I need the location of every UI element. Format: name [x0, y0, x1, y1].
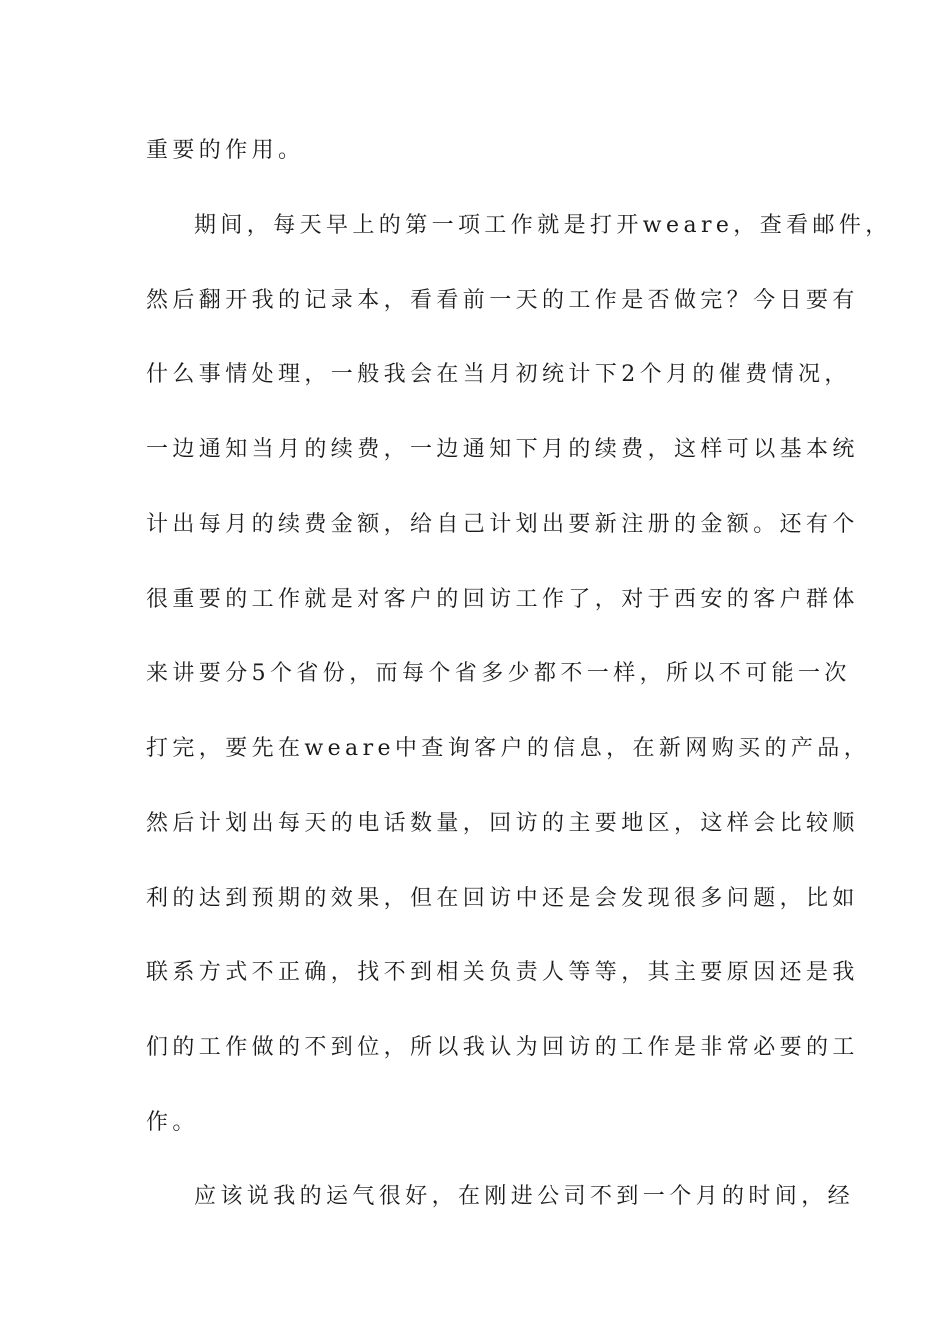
text-line: 什么事情处理，一般我会在当月初统计下2个月的催费情况， [146, 362, 851, 387]
text-line: 作。 [146, 1110, 199, 1135]
text-line: 打完，要先在weare中查询客户的信息，在新网购买的产品， [146, 736, 871, 761]
text-line: 一边通知当月的续费，一边通知下月的续费，这样可以基本统 [146, 437, 859, 462]
text-line: 联系方式不正确，找不到相关负责人等等，其主要原因还是我 [146, 960, 859, 985]
paragraph-first-line: 期间，每天早上的第一项工作就是打开weare，查看邮件， [194, 213, 892, 238]
text-line: 然后计划出每天的电话数量，回访的主要地区，这样会比较顺 [146, 811, 859, 836]
text-line: 然后翻开我的记录本，看看前一天的工作是否做完？今日要有 [146, 288, 859, 313]
paragraph-first-line: 应该说我的运气很好，在刚进公司不到一个月的时间，经 [194, 1184, 855, 1209]
text-line: 利的达到预期的效果，但在回访中还是会发现很多问题，比如 [146, 886, 859, 911]
text-line: 们的工作做的不到位，所以我认为回访的工作是非常必要的工 [146, 1035, 859, 1060]
text-line: 很重要的工作就是对客户的回访工作了，对于西安的客户群体 [146, 587, 859, 612]
text-line: 计出每月的续费金额，给自己计划出要新注册的金额。还有个 [146, 512, 859, 537]
text-line: 重要的作用。 [146, 138, 305, 163]
text-line: 来讲要分5个省份，而每个省多少都不一样，所以不可能一次 [146, 661, 851, 686]
